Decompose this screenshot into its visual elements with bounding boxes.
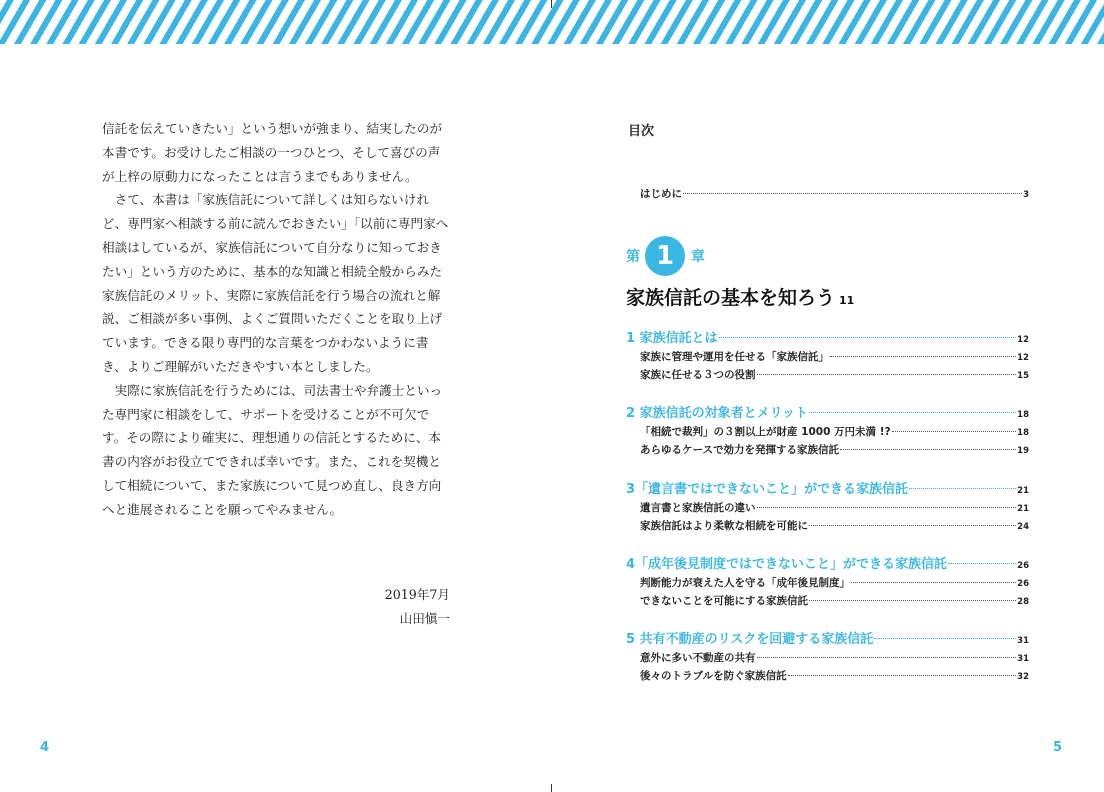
toc-section-page: 21 bbox=[1017, 486, 1029, 496]
toc-section-page: 26 bbox=[1017, 561, 1029, 571]
toc-entry-page: 19 bbox=[1017, 446, 1029, 456]
toc-section-2[interactable] bbox=[626, 402, 1029, 421]
toc-entry-page: 28 bbox=[1017, 597, 1029, 607]
toc-entry-label: はじめに bbox=[640, 188, 682, 200]
preface-body bbox=[102, 117, 452, 522]
toc-entry-page: 26 bbox=[1017, 579, 1029, 589]
toc-section-label: 3「遺言書ではできないこと」ができる家族信託 bbox=[626, 482, 909, 497]
toc-leader bbox=[830, 356, 1016, 357]
toc-entry-label: 後々のトラブルを防ぐ家族信託 bbox=[640, 670, 787, 682]
toc-entry[interactable] bbox=[640, 349, 1029, 364]
toc-entry[interactable] bbox=[640, 442, 1029, 457]
toc-entry-label: 判断能力が衰えた人を守る「成年後見制度」 bbox=[640, 577, 850, 589]
toc-leader bbox=[909, 488, 1016, 489]
toc-entry-page: 3 bbox=[1023, 190, 1029, 200]
toc-entry-intro[interactable] bbox=[640, 186, 1029, 201]
toc-entry-label: 家族に任せる３つの役割 bbox=[640, 369, 756, 381]
toc-section-3[interactable] bbox=[626, 478, 1029, 497]
toc-entry-page: 24 bbox=[1017, 522, 1029, 532]
toc-leader bbox=[719, 337, 1017, 338]
toc-heading: 目次 bbox=[628, 124, 655, 139]
preface-paragraph-2: さて、本書は「家族信託について詳しくは知らないけれど、専門家へ相談する前に読んでおきたい」「以前に専門家へ相談はしているが、家族信託について自分なりに知っておきたい」という方のために、基本的な知識と相続全般からみた家族信託のメリット、実際に家族信託を行う場合の流れと解説、ご相談が多い事例、よくご質問いただくことを取り上げています。できる限り専門的な言葉をつかわないように書き、よりご理解がいただきやすい本としました。 bbox=[102, 192, 449, 374]
chapter-number-badge: 1 bbox=[645, 236, 685, 276]
toc-leader bbox=[948, 563, 1016, 564]
toc-entry-page: 21 bbox=[1017, 504, 1029, 514]
toc-section-label: 5 共有不動産のリスクを回避する家族信託 bbox=[626, 632, 874, 647]
crop-mark-top bbox=[551, 0, 552, 8]
chapter-title-page: 11 bbox=[839, 294, 855, 307]
toc-leader bbox=[757, 374, 1017, 375]
toc-section-1[interactable] bbox=[626, 327, 1029, 346]
toc-entry[interactable] bbox=[640, 650, 1029, 665]
toc-entry-label: できないことを可能にする家族信託 bbox=[640, 595, 808, 607]
toc-leader bbox=[757, 657, 1017, 658]
chapter-title[interactable] bbox=[626, 283, 854, 310]
toc-entry[interactable] bbox=[640, 668, 1029, 683]
chapter-suffix: 章 bbox=[691, 249, 705, 265]
toc-entry[interactable] bbox=[640, 593, 1029, 608]
page-number-right: 5 bbox=[1053, 740, 1063, 755]
chapter-label bbox=[626, 236, 705, 276]
toc-section-label: 1 家族信託とは bbox=[626, 331, 718, 346]
toc-entry-label: 意外に多い不動産の共有 bbox=[640, 652, 756, 664]
toc-entry-page: 18 bbox=[1017, 428, 1029, 438]
toc-leader bbox=[809, 600, 1016, 601]
toc-leader bbox=[788, 675, 1017, 676]
toc-section-page: 12 bbox=[1017, 335, 1029, 345]
toc-section-page: 18 bbox=[1017, 410, 1029, 420]
toc-section-label: 2 家族信託の対象者とメリット bbox=[626, 406, 809, 421]
toc-entry-page: 31 bbox=[1017, 654, 1029, 664]
toc-entry-page: 12 bbox=[1017, 353, 1029, 363]
toc-leader bbox=[851, 582, 1016, 583]
header-stripe-band bbox=[0, 0, 1104, 44]
toc-leader bbox=[874, 638, 1016, 639]
preface-paragraph-3: 実際に家族信託を行うためには、司法書士や弁護士といった専門家に相談をして、サポートを受けることが不可欠です。その際により確実に、理想通りの信託とするために、本書の内容がお役立てできれば幸いです。また、これを契機として相続について、また家族について見つめ直し、良き方向へと進展されることを願ってやみません。 bbox=[102, 382, 443, 517]
toc-entry[interactable] bbox=[640, 500, 1029, 515]
toc-entry[interactable] bbox=[640, 575, 1029, 590]
toc-section-4[interactable] bbox=[626, 553, 1029, 572]
toc-entry[interactable] bbox=[640, 424, 1029, 439]
toc-entry-label: 家族に管理や運用を任せる「家族信託」 bbox=[640, 351, 829, 363]
toc-entry-page: 15 bbox=[1017, 371, 1029, 381]
preface-closing bbox=[300, 583, 450, 631]
crop-mark-bottom bbox=[551, 784, 552, 792]
toc-leader bbox=[809, 525, 1016, 526]
preface-author: 山田愼一 bbox=[399, 611, 450, 626]
toc-section-label: 4「成年後見制度ではできないこと」ができる家族信託 bbox=[626, 557, 948, 572]
toc-entry-label: 「相続で裁判」の３割以上が財産 1000 万円未満 !? bbox=[640, 426, 891, 438]
toc-entry-label: 家族信託はより柔軟な相続を可能に bbox=[640, 520, 808, 532]
toc-entry[interactable] bbox=[640, 518, 1029, 533]
preface-date: 2019年7月 bbox=[384, 587, 450, 602]
toc-section-5[interactable] bbox=[626, 628, 1029, 647]
toc-leader bbox=[683, 193, 1022, 194]
preface-paragraph-1: 信託を伝えていきたい」という想いが強まり、結実したのが本書です。お受けしたご相談の一つひとつ、そして喜びの声が上梓の原動力になったことは言うまでもありません。 bbox=[102, 121, 443, 184]
toc-entry[interactable] bbox=[640, 367, 1029, 382]
toc-section-page: 31 bbox=[1017, 636, 1029, 646]
toc-entry-label: あらゆるケースで効力を発揮する家族信託 bbox=[640, 444, 839, 456]
toc-entry-label: 遺言書と家族信託の違い bbox=[640, 502, 756, 514]
chapter-title-text: 家族信託の基本を知ろう bbox=[626, 287, 836, 309]
toc-leader bbox=[809, 412, 1016, 413]
page-number-left: 4 bbox=[40, 740, 50, 755]
toc-entry-page: 32 bbox=[1017, 672, 1029, 682]
toc-leader bbox=[840, 449, 1016, 450]
toc-leader bbox=[892, 431, 1017, 432]
toc-leader bbox=[757, 507, 1017, 508]
chapter-prefix: 第 bbox=[626, 249, 640, 265]
